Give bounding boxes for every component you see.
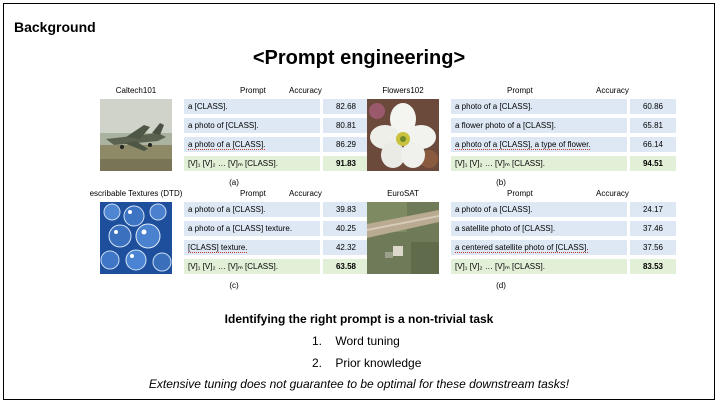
table-row (184, 240, 370, 255)
dataset-label: Caltech101 (115, 86, 157, 95)
table-row (451, 240, 677, 255)
table-row-learned (184, 156, 370, 171)
panel-flowers102 (347, 86, 664, 191)
satellite-image (367, 202, 439, 274)
table-row (451, 118, 677, 133)
list-text: Prior knowledge (335, 356, 422, 370)
prompt-cell: a flower photo of a [CLASS]. (451, 118, 627, 133)
accuracy-header: Accuracy (289, 189, 322, 198)
accuracy-cell: 42.32 (323, 240, 369, 255)
prompt-cell (184, 137, 320, 152)
prompt-header: Prompt (240, 189, 266, 198)
prompt-cell (451, 137, 627, 152)
table-row (451, 221, 677, 236)
table-row-learned (184, 259, 370, 274)
prompt-cell: a photo of a [CLASS]. (451, 99, 627, 114)
highlighted-prompt: [CLASS] texture. (188, 243, 248, 252)
accuracy-header: Accuracy (596, 86, 629, 95)
flower-image (367, 99, 439, 171)
list-item (312, 330, 421, 352)
accuracy-cell: 63.58 (323, 259, 369, 274)
numbered-list (312, 330, 421, 374)
slide (3, 3, 715, 400)
accuracy-cell: 40.25 (323, 221, 369, 236)
table-row-learned (451, 259, 677, 274)
list-number: 1. (312, 334, 323, 348)
bottom-heading: Identifying the right prompt is a non-trivial task (224, 312, 494, 326)
accuracy-cell: 94.51 (630, 156, 676, 171)
accuracy-cell: 91.83 (323, 156, 369, 171)
accuracy-cell: 65.81 (630, 118, 676, 133)
table-row-learned (451, 156, 677, 171)
list-number: 2. (312, 356, 323, 370)
prompt-cell (184, 240, 320, 255)
panel-caption: (c) (229, 281, 239, 290)
panel-eurosat (347, 189, 664, 294)
prompt-cell: [V]₁ [V]₂ … [V]ₘ [CLASS]. (451, 259, 627, 274)
footer-note: Extensive tuning does not guarantee to be optimal for these downstream tasks! (148, 377, 570, 391)
airplane-image (100, 99, 172, 171)
section-label: Background (14, 19, 96, 35)
table-row (451, 137, 677, 152)
panel-caption: (b) (496, 178, 506, 187)
accuracy-cell: 80.81 (323, 118, 369, 133)
list-item (312, 352, 421, 374)
table-row (184, 221, 370, 236)
accuracy-cell: 66.14 (630, 137, 676, 152)
highlighted-prompt: a photo of a [CLASS], a type of flower. (455, 140, 591, 149)
prompt-cell: a photo of a [CLASS] texture. (184, 221, 320, 236)
prompt-cell (451, 240, 627, 255)
prompt-header: Prompt (240, 86, 266, 95)
accuracy-header: Accuracy (289, 86, 322, 95)
table-row (451, 99, 677, 114)
panel-dtd (80, 189, 370, 294)
dataset-label: Flowers102 (382, 86, 424, 95)
prompt-header: Prompt (507, 86, 533, 95)
table-row (184, 99, 370, 114)
accuracy-cell: 37.56 (630, 240, 676, 255)
prompt-cell: [V]₁ [V]₂ … [V]ₘ [CLASS]. (184, 156, 320, 171)
accuracy-cell: 37.46 (630, 221, 676, 236)
bubbles-texture-image (100, 202, 172, 274)
accuracy-cell: 39.83 (323, 202, 369, 217)
prompt-cell: [V]₁ [V]₂ … [V]ₘ [CLASS]. (451, 156, 627, 171)
dataset-label: EuroSAT (387, 189, 419, 198)
slide-title: <Prompt engineering> (252, 47, 466, 69)
highlighted-prompt: a photo of a [CLASS]. (188, 140, 266, 149)
accuracy-cell: 24.17 (630, 202, 676, 217)
prompt-cell: a satellite photo of [CLASS]. (451, 221, 627, 236)
panel-caption: (d) (496, 281, 506, 290)
accuracy-cell: 60.86 (630, 99, 676, 114)
prompt-cell: a photo of a [CLASS]. (451, 202, 627, 217)
prompt-cell: a [CLASS]. (184, 99, 320, 114)
accuracy-cell: 86.29 (323, 137, 369, 152)
accuracy-cell: 82.68 (323, 99, 369, 114)
table-row (184, 202, 370, 217)
table-row (184, 137, 370, 152)
table-row (184, 118, 370, 133)
prompt-header: Prompt (507, 189, 533, 198)
accuracy-cell: 83.53 (630, 259, 676, 274)
table-row (451, 202, 677, 217)
list-text: Word tuning (335, 334, 400, 348)
panel-caltech101 (80, 86, 370, 191)
prompt-cell: a photo of a [CLASS]. (184, 202, 320, 217)
highlighted-prompt: a centered satellite photo of [CLASS]. (455, 243, 589, 252)
dataset-label: escribable Textures (DTD) (89, 189, 183, 198)
panel-caption: (a) (229, 178, 239, 187)
prompt-cell: [V]₁ [V]₂ … [V]ₘ [CLASS]. (184, 259, 320, 274)
prompt-cell: a photo of [CLASS]. (184, 118, 320, 133)
accuracy-header: Accuracy (596, 189, 629, 198)
